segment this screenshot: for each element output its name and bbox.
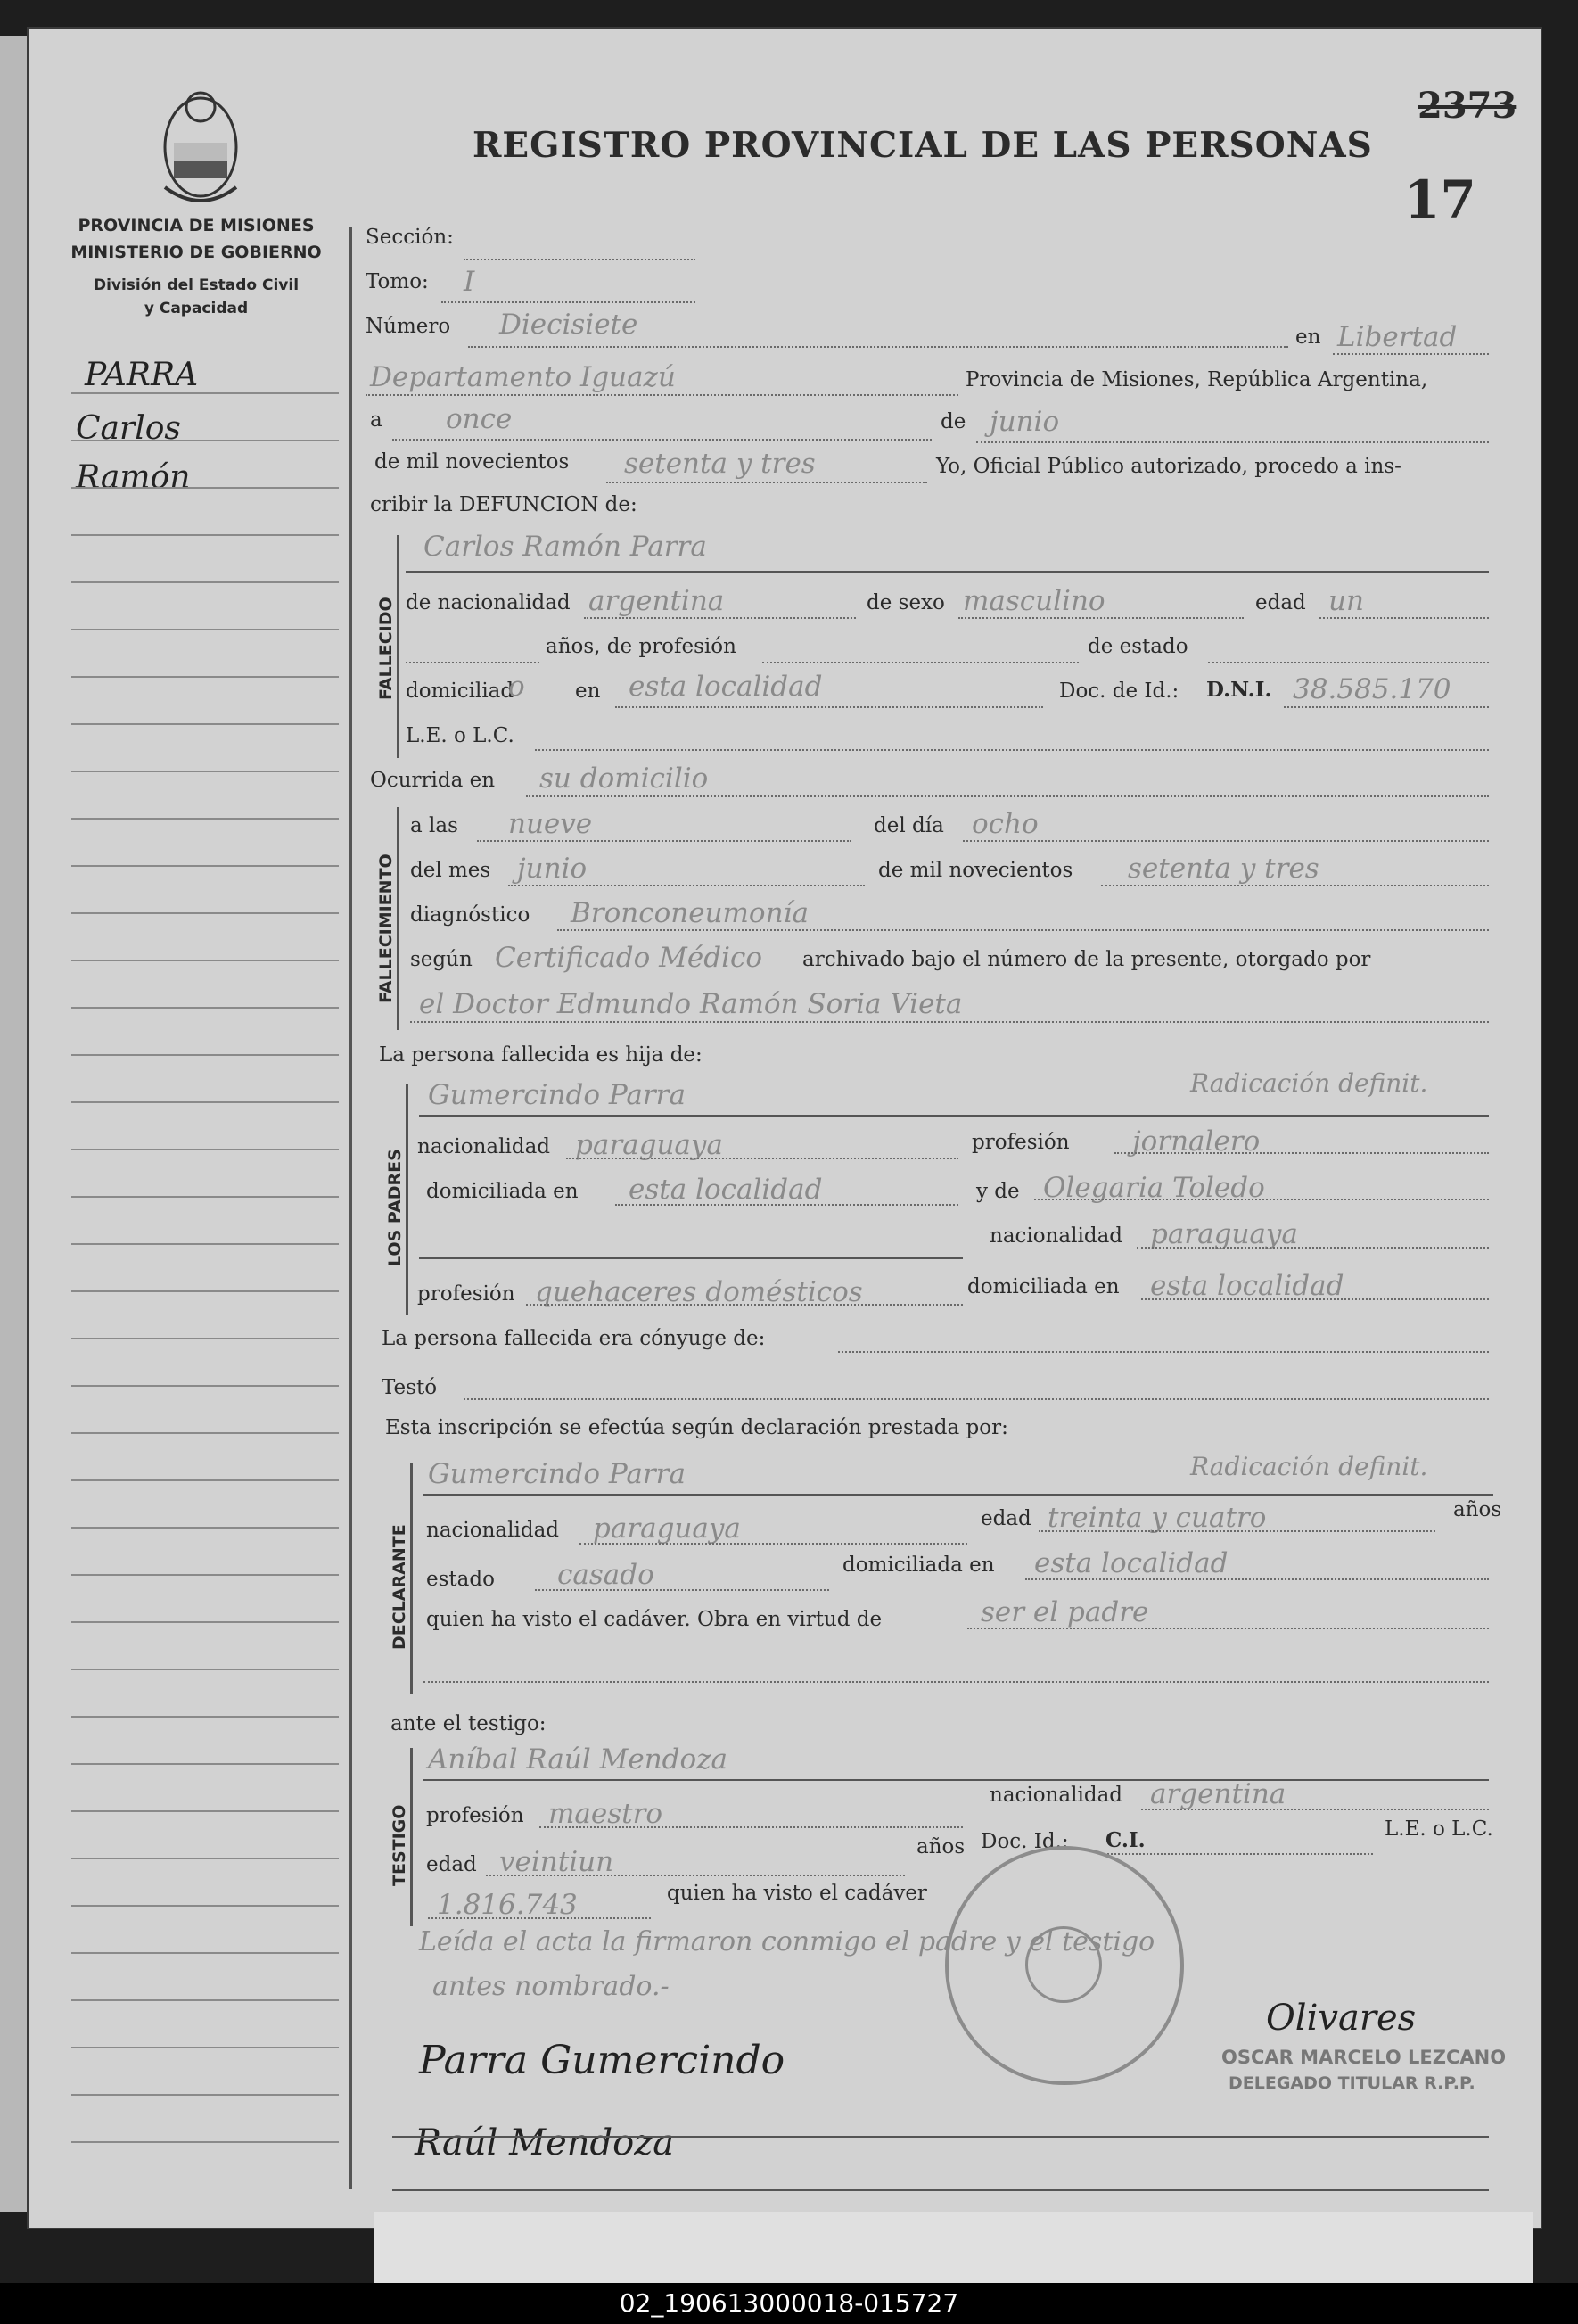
value-domiciliado-suffix: o [508,671,525,703]
value-doctor: el Doctor Edmundo Ramón Soria Vieta [419,988,963,1020]
value-testigo-nacionalidad: argentina [1150,1778,1286,1810]
label-cribir: cribir la DEFUNCION de: [370,493,637,516]
value-declarante: Gumercindo Parra [428,1458,686,1490]
margin-rule-line [71,1432,339,1434]
margin-rule-line [71,2141,339,2143]
label-declarante-visto: quien ha visto el cadáver. Obra en virtud de [426,1608,883,1631]
margin-rule-line [71,1810,339,1812]
page-number: 17 [1404,169,1476,230]
value-dni-prefix: D.N.I. [1206,678,1272,702]
margin-rule-line [71,1574,339,1576]
margin-rule-line [71,581,339,583]
margin-rule-line [71,1243,339,1245]
margin-rule-line [71,1952,339,1954]
value-testigo-edad: veintiun [499,1846,614,1878]
value-certificado: Certificado Médico [495,942,763,974]
value-localidad: Libertad [1337,321,1458,353]
value-dni: 38.585.170 [1293,673,1451,705]
label-testigo-le: L.E. o L.C. [1385,1817,1493,1841]
label-tomo: Tomo: [366,270,429,293]
value-declarante-virtud: ser el padre [981,1596,1149,1628]
signature-declarante: Parra Gumercindo [419,2038,785,2083]
margin-rule-line [71,1669,339,1670]
label-oficial: Yo, Oficial Público autorizado, procedo a ins- [936,455,1401,478]
value-dia: once [446,403,513,435]
value-declarante-domicilio: esta localidad [1034,1547,1229,1579]
value-madre-nacionalidad: paraguaya [1150,1218,1298,1250]
margin-rule-line [71,1054,339,1056]
label-testo: Testó [382,1376,438,1399]
label-inscripcion: Esta inscripción se efectúa según declaración prestada por: [385,1416,1008,1439]
division-line-1: División del Estado Civil [93,276,300,294]
margin-rule-line [71,771,339,772]
text-leida-acta: Leída el acta la firmaron conmigo el padre y el testigo [419,1926,1155,1957]
label-edad: edad [1255,591,1306,614]
margin-rule-line [71,2094,339,2096]
label-padre-domicilio: domiciliada en [426,1180,579,1203]
label-declarante-estado: estado [426,1568,495,1591]
value-madre-domicilio: esta localidad [1150,1270,1344,1302]
label-conyuge: La persona fallecida era cónyuge de: [382,1327,766,1350]
margin-rule-line [71,865,339,867]
label-declarante-anos: años [1453,1498,1502,1521]
margin-rule-line [71,1290,339,1292]
label-le-lc: L.E. o L.C. [406,724,514,747]
label-de: de [941,410,966,433]
label-testigo-edad: edad [426,1853,477,1876]
margin-rule-line [71,1621,339,1623]
label-testigo-anos: años [916,1835,966,1858]
previous-page-edge [0,36,30,2212]
margin-second-name: Ramón [76,459,191,496]
margin-rule-line [71,1479,339,1481]
label-diagnostico: diagnóstico [410,903,530,927]
label-segun: según [410,948,473,971]
text-antes-nombrado: antes nombrado.- [432,1971,670,2002]
page-title: REGISTRO PROVINCIAL DE LAS PERSONAS [473,125,1373,166]
value-diagnostico: Bronconeumonía [571,897,809,929]
label-y-de: y de [976,1180,1020,1203]
label-testigo-visto: quien ha visto el cadáver [667,1882,927,1905]
label-domiciliado: domiciliad [406,680,514,703]
file-id-label: 02_190613000018-015727 [0,2283,1578,2324]
signature-oficial: Olivares [1266,1998,1417,2039]
label-testigo-nacionalidad: nacionalidad [990,1784,1123,1807]
section-fallecido: FALLECIDO [376,597,396,700]
label-seccion: Sección: [366,226,454,249]
margin-rule-line [71,1338,339,1339]
value-declarante-nacionalidad: paraguaya [593,1512,741,1545]
label-numero: Número [366,315,451,338]
label-del-dia: del día [874,814,944,837]
value-mes-fallecimiento: junio [517,853,588,885]
province-name: PROVINCIA DE MISIONES [78,216,315,235]
value-declarante-estado: casado [557,1559,654,1591]
margin-rule-line [71,1385,339,1387]
margin-rule-line [71,818,339,820]
margin-rule-line [71,629,339,630]
value-tomo: I [464,266,475,298]
label-padre-profesion: profesión [972,1131,1070,1154]
value-padre-nacionalidad: paraguaya [575,1129,723,1161]
value-padre-profesion: jornalero [1132,1125,1261,1158]
value-testigo-doc: 1.816.743 [437,1889,578,1921]
label-testigo-ci: C.I. [1105,1828,1146,1852]
label-doc-id: Doc. de Id.: [1059,680,1179,703]
label-declarante-nacionalidad: nacionalidad [426,1519,560,1542]
margin-rule-line [71,392,339,394]
value-padre-extra: Radicación definit. [1190,1068,1428,1098]
margin-rule-line [71,723,339,725]
old-page-number: 2373 [1418,85,1517,127]
official-title: DELEGADO TITULAR R.P.P. [1229,2073,1475,2093]
signature-testigo: Raúl Mendoza [415,2122,675,2163]
margin-surname: PARRA [85,357,199,393]
page-bottom-strip [374,2212,1533,2283]
margin-rule-line [71,1007,339,1009]
value-fallecido-nombre: Carlos Ramón Parra [423,531,707,563]
label-sexo: de sexo [867,591,945,614]
margin-rule-line [71,487,339,489]
value-anio: setenta y tres [624,448,816,480]
label-de-mil-nov: de mil novecientos [878,859,1073,882]
section-declarante: DECLARANTE [390,1524,409,1650]
division-line-2: y Capacidad [144,300,249,317]
official-name: OSCAR MARCELO LEZCANO [1221,2047,1507,2068]
label-archivado: archivado bajo el número de la presente, otorgado por [802,948,1371,971]
margin-rule-line [71,1763,339,1765]
value-edad: un [1328,585,1364,617]
margin-rule-line [71,1149,339,1150]
label-de-mil: de mil novecientos [374,450,570,474]
label-a: a [370,408,382,432]
margin-rule-line [71,676,339,678]
margin-rule-line [71,1999,339,2001]
margin-divider [349,227,352,2189]
value-hora: nueve [508,808,593,840]
margin-rule-line [71,912,339,914]
section-fallecimiento: FALLECIMIENTO [376,853,396,1003]
value-padre-domicilio: esta localidad [629,1174,823,1206]
ministry-name: MINISTERIO DE GOBIERNO [70,243,322,262]
value-domicilio: esta localidad [629,671,823,703]
label-hija-de: La persona fallecida es hija de: [379,1043,703,1067]
value-testigo: Aníbal Raúl Mendoza [428,1743,728,1776]
margin-rule-line [71,2047,339,2048]
margin-rule-line [71,1196,339,1198]
label-provincia: Provincia de Misiones, República Argentina, [966,368,1428,391]
label-en-domicilio: en [575,680,601,703]
label-testigo-profesion: profesión [426,1804,524,1827]
label-madre-domicilio: domiciliada en [967,1275,1120,1298]
margin-rule-line [71,960,339,961]
label-anos-profesion: años, de profesión [546,635,736,658]
label-en: en [1295,326,1321,349]
margin-rule-line [71,1858,339,1859]
label-declarante-edad: edad [981,1507,1031,1530]
value-madre-profesion: quehaceres domésticos [535,1276,863,1308]
margin-rule-line [71,1905,339,1907]
value-mes: junio [990,406,1060,438]
value-testigo-profesion: maestro [548,1798,663,1830]
coat-of-arms-icon [147,80,254,214]
label-ocurrida: Ocurrida en [370,769,496,792]
margin-rule-line [71,1716,339,1718]
label-ante-testigo: ante el testigo: [390,1712,547,1735]
label-a-las: a las [410,814,458,837]
value-declarante-edad: treinta y cuatro [1048,1502,1267,1534]
value-declarante-extra: Radicación definit. [1190,1452,1428,1481]
margin-rule-line [71,1101,339,1103]
value-departamento: Departamento Iguazú [370,361,676,393]
margin-rule-line [71,440,339,441]
label-declarante-domicilio: domiciliada en [842,1553,995,1577]
margin-rule-line [71,1527,339,1529]
label-testigo-doc: Doc. Id.: [981,1830,1069,1853]
section-padres: LOS PADRES [385,1149,405,1266]
label-nacionalidad: de nacionalidad [406,591,571,614]
value-numero: Diecisiete [499,309,638,341]
value-nacionalidad: argentina [588,585,725,617]
section-testigo: TESTIGO [390,1804,409,1886]
value-padre: Gumercindo Parra [428,1079,686,1111]
value-sexo: masculino [963,585,1105,617]
label-madre-profesion: profesión [417,1282,515,1306]
margin-rule-line [71,534,339,536]
value-anio-fallecimiento: setenta y tres [1128,853,1319,885]
value-madre: Olegaria Toledo [1043,1172,1265,1204]
label-padre-nacionalidad: nacionalidad [417,1135,551,1158]
label-madre-nacionalidad: nacionalidad [990,1224,1123,1248]
label-estado: de estado [1088,635,1188,658]
margin-first-name: Carlos [76,410,181,447]
value-ocurrida: su domicilio [539,762,709,795]
label-del-mes: del mes [410,859,491,882]
value-dia-fallecimiento: ocho [972,808,1039,840]
